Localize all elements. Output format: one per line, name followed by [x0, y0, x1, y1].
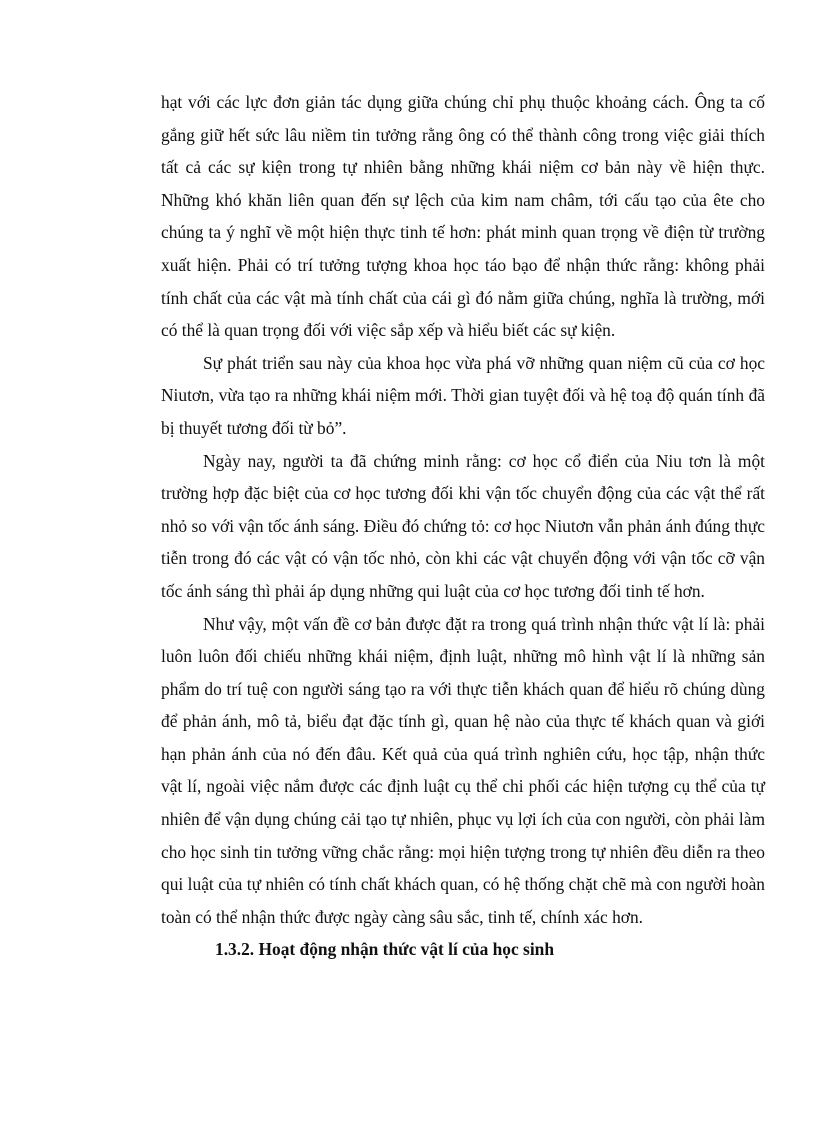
paragraph-2: Sự phát triển sau này của khoa học vừa phá vỡ những quan niệm cũ của cơ học Niutơn, vừa tạo ra những khái niệm mới. Thời gian tuyệt đối và hệ toạ độ quán tính đã bị thuyết tương đối từ bỏ”. [161, 352, 765, 438]
section-heading: 1.3.2. Hoạt động nhận thức vật lí của học sinh [215, 939, 554, 960]
paragraph-3: Ngày nay, người ta đã chứng minh rằng: cơ học cổ điển của Niu tơn là một trường hợp đặc biệt của cơ học tương đối khi vận tốc chuyển động của các vật thể rất nhỏ so với vận tốc ánh sáng. Điều đó chứng tỏ: cơ học Niutơn vẫn phản ánh đúng thực tiễn trong đó các vật có vận tốc nhỏ, còn khi các vật chuyển động với vận tốc cỡ vận tốc ánh sáng thì phải áp dụng những qui luật của cơ học tương đối tinh tế hơn. [161, 450, 765, 601]
document-body [161, 86, 765, 966]
paragraph-1: hạt với các lực đơn giản tác dụng giữa chúng chỉ phụ thuộc khoảng cách. Ông ta cố gắng giữ hết sức lâu niềm tin tưởng rằng ông có thể thành công trong việc giải thích tất cả các sự kiện trong tự nhiên bằng những khái niệm cơ bản này về hiện thực. Những khó khăn liên quan đến sự lệch của kim nam châm, tới cấu tạo của ête cho chúng ta ý nghĩ về một hiện thực tinh tế hơn: phát minh quan trọng về điện từ trường xuất hiện. Phải có trí tưởng tượng khoa học táo bạo để nhận thức rằng: không phải tính chất của các vật mà tính chất của cái gì đó nằm giữa chúng, nghĩa là trường, mới có thể là quan trọng đối với việc sắp xếp và hiểu biết các sự kiện. [161, 92, 765, 341]
paragraph-4: Như vậy, một vấn đề cơ bản được đặt ra trong quá trình nhận thức vật lí là: phải luôn luôn đối chiếu những khái niệm, định luật, những mô hình vật lí là những sản phẩm do trí tuệ con người sáng tạo ra với thực tiễn khách quan để hiểu rõ chúng dùng để phản ánh, mô tả, biểu đạt đặc tính gì, quan hệ nào của thực tế khách quan và giới hạn phản ánh của nó đến đâu. Kết quả của quá trình nghiên cứu, học tập, nhận thức vật lí, ngoài việc nắm được các định luật cụ thể chi phối các hiện tượng cụ thể của tự nhiên để vận dụng chúng cải tạo tự nhiên, phục vụ lợi ích của con người, còn phải làm cho học sinh tin tưởng vững chắc rằng: mọi hiện tượng trong tự nhiên đều diễn ra theo qui luật của tự nhiên có tính chất khách quan, có hệ thống chặt chẽ mà con người hoàn toàn có thể nhận thức được ngày càng sâu sắc, tinh tế, chính xác hơn. [161, 613, 765, 927]
